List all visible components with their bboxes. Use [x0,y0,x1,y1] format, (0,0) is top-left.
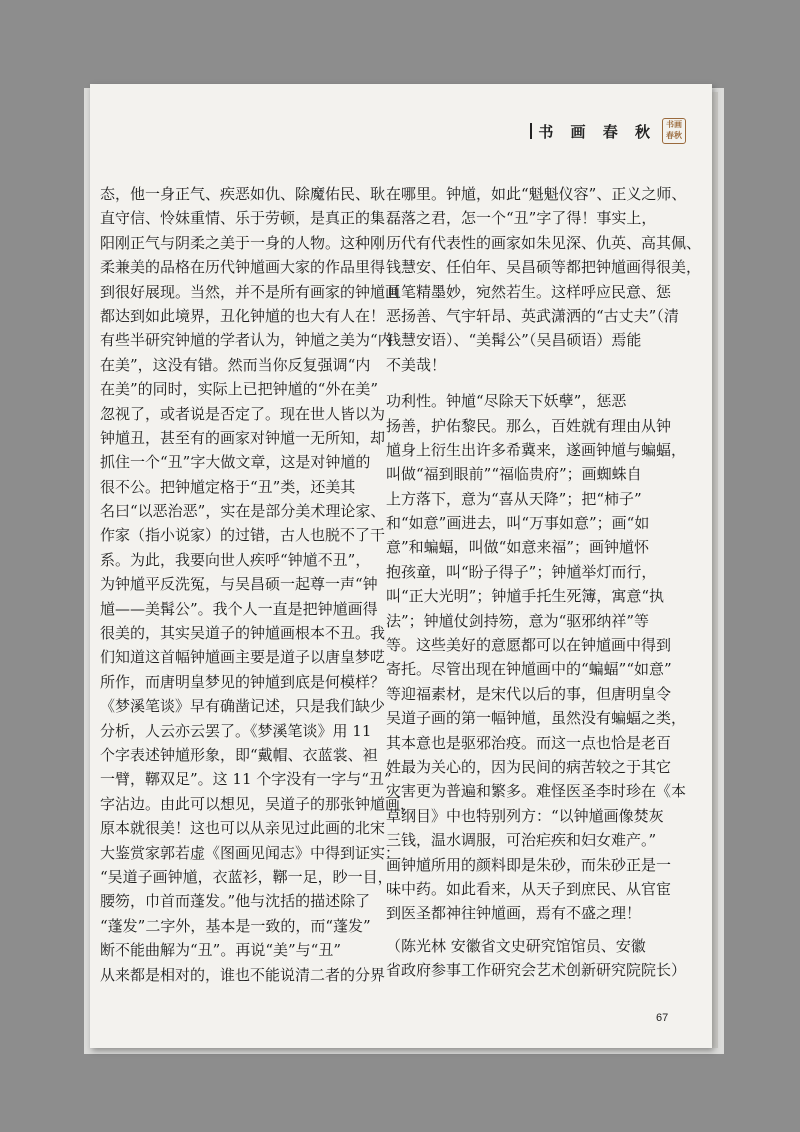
text-line: 叫做“福到眼前”“福临贵府”；画蜘蛛自 [386,465,642,484]
text-line: 分析，人云亦云罢了。《梦溪笔谈》用 11 [100,721,372,740]
text-line: （陈光林 安徽省文史研究馆馆员、安徽 [386,937,646,955]
text-line: 抱孩童，叫“盼子得子”；钟馗举灯而行， [386,562,657,581]
text-line: 大鉴赏家郭若虚《图画见闻志》中得到证实： [100,843,401,862]
text-line: 姓最为关心的，因为民间的病苦较之于其它 [386,757,672,776]
text-line: 恶扬善、气宇轩昂、英武潇洒的“古丈夫”（清 [386,306,679,325]
text-line: 所作，而唐明皇梦见的钟馗到底是何模样？ [100,672,386,691]
text-line: 磊落之君，怎一个“丑”字了得！事实上， [386,209,657,228]
text-line: 从来都是相对的，谁也不能说清二者的分界 [100,965,386,984]
text-line: 钱慧安语）、“美髯公”（吴昌硕语）焉能 [386,331,642,350]
text-line: 柔兼美的品格在历代钟馗画大家的作品里得 [100,258,386,277]
text-line: 在美”，这没有错。然而当你反复强调“内 [100,355,371,374]
text-line: 法”；钟馗仗剑持笏，意为“驱邪纳祥”等 [386,611,650,630]
text-line: 到医圣都神往钟馗画，焉有不盛之理！ [386,904,642,923]
header-title: 书 画 春 秋 [538,122,656,141]
text-line: 钟馗丑，甚至有的画家对钟馗一无所知，却 [100,428,386,447]
text-line: 功利性。钟馗“尽除天下妖孽”，惩恶 [386,392,627,411]
book-page [90,84,712,1048]
text-line: 上方落下，意为“喜从天降”；把“柿子” [386,489,642,508]
text-line: 等。这些美好的意愿都可以在钟馗画中得到 [386,636,672,655]
text-line: 一臂，鞹双足”。这 11 个字没有一字与“丑” [100,770,392,789]
text-line: “蓬发”二字外，基本是一致的，而“蓬发” [100,916,371,935]
section-header [530,118,686,144]
text-line: 为钟馗平反洗冤，与吴昌硕一起尊一声“钟 [100,575,378,594]
page-number: 67 [656,1012,669,1024]
text-line: 们知道这首幅钟馗画主要是道子以唐皇梦呓 [100,648,386,667]
text-line: 省政府参事工作研究会艺术创新研究院院长） [386,961,687,980]
text-line: 到很好展现。当然，并不是所有画家的钟馗画 [100,282,401,301]
text-line: 三钱，温水调服，可治疟疾和妇女难产。” [386,831,657,850]
right-paragraph-1 [386,182,702,377]
text-line: 系。为此，我要向世人疾呼“钟馗不丑”， [100,550,371,569]
text-line: 灾害更为普遍和繁多。难怪医圣李时珍在《本 [386,782,687,801]
text-line: 草纲目》中也特别列方：“以钟馗画像焚灰 [386,806,664,825]
text-line: 意”和蝙蝠，叫做“如意来福”；画钟馗怀 [386,538,650,557]
text-line: 画钟馗所用的颜料即是朱砂，而朱砂正是一 [386,855,672,874]
text-line: 寄托。尽管出现在钟馗画中的“蝙蝠”“如意” [386,660,672,679]
text-line: 原本就很美！这也可以从亲见过此画的北宋 [100,819,386,838]
text-line: 吴道子画的第一幅钟馗，虽然没有蝙蝠之类， [386,709,687,728]
text-line: 馗——美髯公”。我个人一直是把钟馗画得 [100,599,378,618]
text-line: 且笔精墨妙，宛然若生。这样呼应民意、惩 [386,282,672,301]
text-line: 历代有代表性的画家如朱见深、仇英、高其佩、 [386,233,702,252]
left-text-column [100,182,416,987]
text-line: 不美哉！ [386,355,447,374]
right-text-column [386,182,702,926]
text-line: 都达到如此境界，丑化钟馗的也大有人在！ [100,306,386,325]
text-line: 和“如意”画进去，叫“万事如意”；画“如 [386,514,650,533]
text-line: 忽视了，或者说是否定了。现在世人皆以为 [100,404,386,423]
right-paragraph-2 [386,389,687,926]
header-divider [530,123,532,139]
text-line: 味中药。如此看来，从天子到庶民、从官宦 [386,879,672,898]
text-line: 等迎福素材，是宋代以后的事，但唐明皇令 [386,684,672,703]
text-line: 断不能曲解为“丑”。再说“美”与“丑” [100,941,342,960]
text-line: 在哪里。钟馗，如此“魁魁仪容”、正义之师、 [386,185,687,203]
author-signature [386,934,687,983]
text-line: 《梦溪笔谈》早有确凿记述，只是我们缺少 [100,697,386,716]
text-line: 名曰“以恶治恶”，实在是部分美术理论家、 [100,502,386,521]
text-line: 扬善，护佑黎民。那么，百姓就有理由从钟 [386,416,672,435]
seal-icon: 书画 春秋 [662,118,686,144]
text-line: 个字表述钟馗形象，即“戴帽、衣蓝裳、袒 [100,745,378,764]
text-line: 有些半研究钟馗的学者认为，钟馗之美为“内 [100,331,393,350]
text-line: 叫“正大光明”；钟馗手托生死簿，寓意“执 [386,587,665,606]
text-line: 很美的，其实吴道子的钟馗画根本不丑。我 [100,624,386,643]
text-line: 阳刚正气与阴柔之美于一身的人物。这种刚 [100,233,386,252]
text-line: 其本意也是驱邪治疫。而这一点也恰是老百 [386,733,672,752]
text-line: “吴道子画钟馗，衣蓝衫，鞹一足，眇一目， [100,867,393,886]
text-line: 很不公。把钟馗定格于“丑”类，还美其 [100,477,356,496]
text-line: 馗身上衍生出许多希冀来，遂画钟馗与蝙蝠， [386,440,687,459]
text-line: 在美”的同时，实际上已把钟馗的“外在美” [100,380,379,399]
text-line: 钱慧安、任伯年、吴昌硕等都把钟馗画得很美， [386,258,702,277]
text-line: 抓住一个“丑”字大做文章，这是对钟馗的 [100,453,371,472]
text-line: 字沾边。由此可以想见，吴道子的那张钟馗画， [100,794,416,813]
text-line: 态，他一身正气、疾恶如仇、除魔佑民、耿 [100,185,386,203]
text-line: 腰笏，巾首而蓬发。”他与沈括的描述除了 [100,892,371,911]
text-line: 直守信、怜妹重情、乐于劳顿，是真正的集 [100,209,386,228]
text-line: 作家（指小说家）的过错，古人也脱不了干 [100,526,386,545]
